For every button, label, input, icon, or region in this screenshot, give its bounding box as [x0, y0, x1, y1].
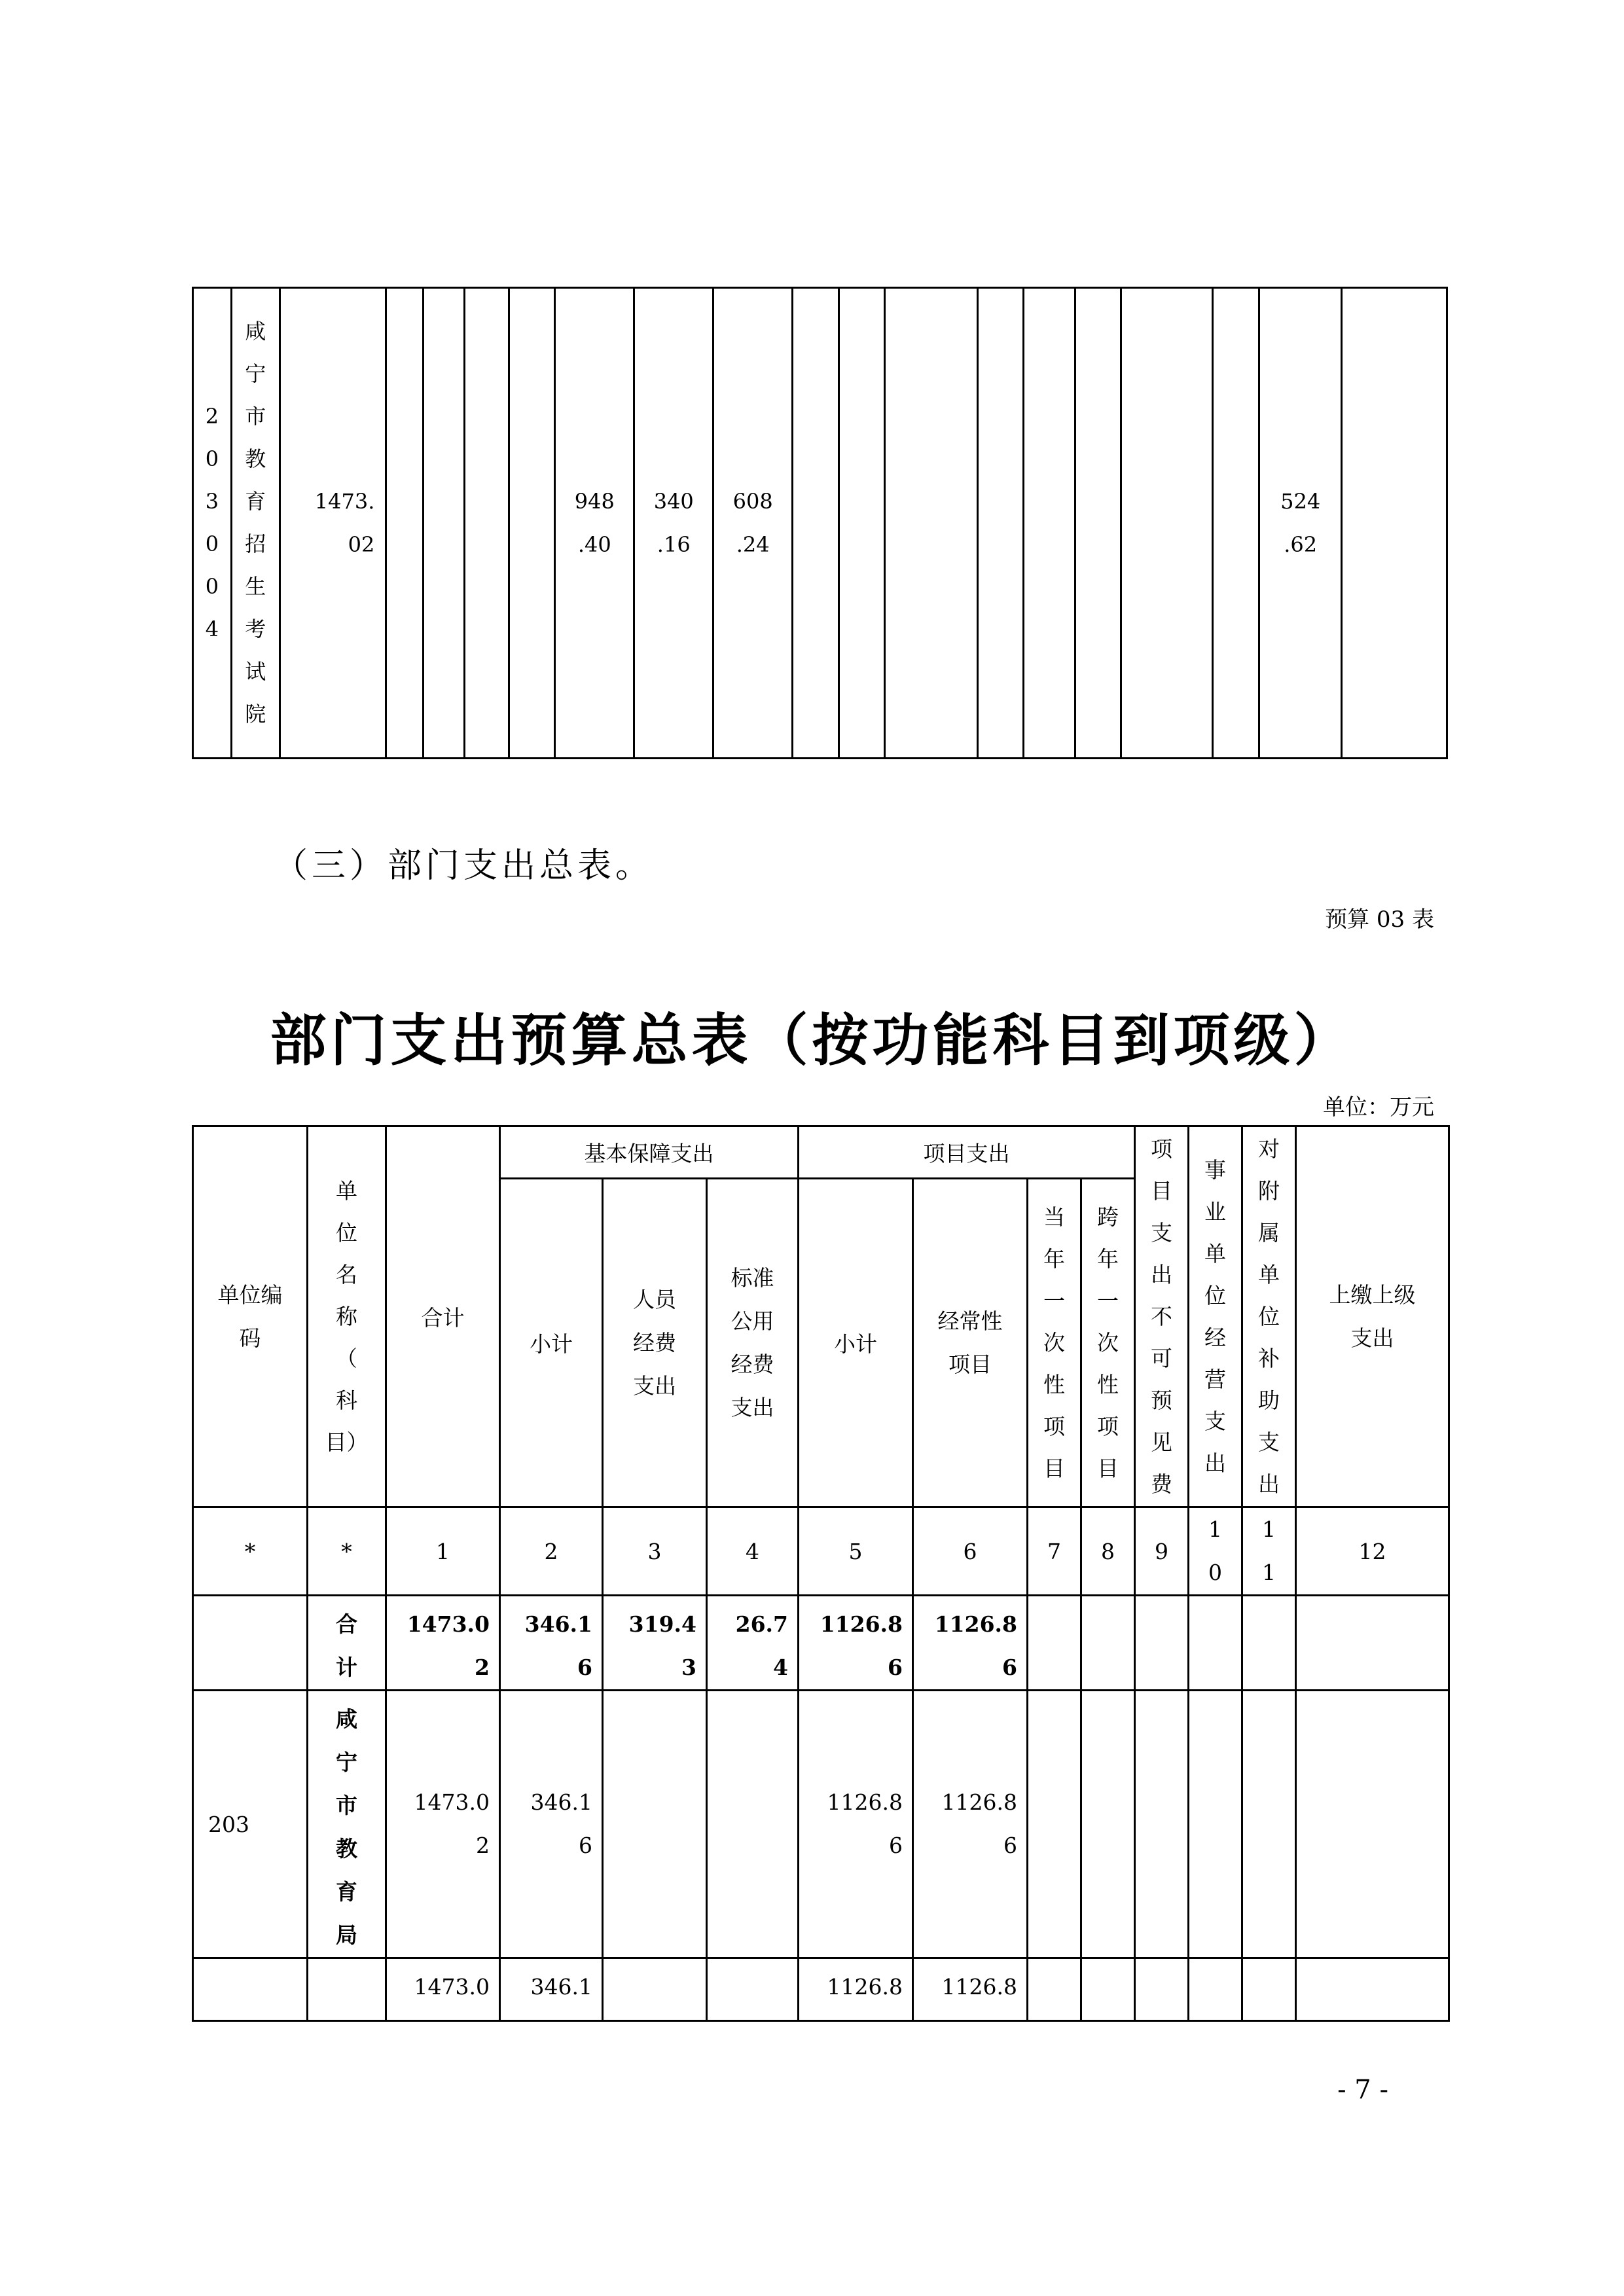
empty-cell — [509, 288, 555, 759]
unit-name-cell: 合 计 — [308, 1596, 386, 1691]
empty-cell — [465, 288, 509, 759]
table-number: 预算 03 表 — [1325, 906, 1434, 933]
total-cell: 1473.0 2 — [386, 1691, 500, 1958]
header-business-unit: 事 业 单 位 经 营 支 出 — [1189, 1126, 1242, 1507]
unit-code-cell: 2 0 3 0 0 4 — [193, 288, 232, 759]
unit-code-cell — [193, 1596, 308, 1691]
empty-cell — [1189, 1691, 1242, 1958]
empty-cell — [1213, 288, 1259, 759]
value-cell: 948 .40 — [555, 288, 634, 759]
project-subtotal-cell: 1126.8 6 — [799, 1691, 913, 1958]
table-row — [193, 1691, 1449, 1958]
index-cell: 2 — [500, 1507, 603, 1596]
empty-cell — [1296, 1596, 1449, 1691]
expenditure-budget-table — [192, 1125, 1450, 2022]
total-cell: 1473. 02 — [280, 288, 386, 759]
empty-cell — [793, 288, 839, 759]
empty-cell — [1242, 1691, 1296, 1958]
value-cell: 524 .62 — [1259, 288, 1342, 759]
empty-cell — [1242, 1596, 1296, 1691]
empty-cell — [1121, 288, 1213, 759]
unit-label: 单位：万元 — [1323, 1094, 1434, 1121]
header-basic-subtotal: 小计 — [500, 1179, 603, 1507]
index-cell: 4 — [707, 1507, 799, 1596]
project-subtotal-cell: 1126.8 — [799, 1958, 913, 2021]
total-cell: 1473.0 2 — [386, 1596, 500, 1691]
unit-code-cell: 203 — [193, 1691, 308, 1958]
empty-cell — [1081, 1958, 1135, 2021]
project-subtotal-cell: 1126.8 6 — [799, 1596, 913, 1691]
basic-subtotal-cell: 346.1 — [500, 1958, 603, 2021]
personnel-cell — [603, 1958, 707, 2021]
basic-subtotal-cell: 346.1 6 — [500, 1691, 603, 1958]
value-cell: 608 .24 — [713, 288, 793, 759]
header-unforeseen: 项 目 支 出 不 可 预 见 费 — [1135, 1126, 1189, 1507]
header-cross-year-one-time: 跨 年 一 次 性 项 目 — [1081, 1179, 1135, 1507]
table-row — [193, 288, 1447, 759]
page-title: 部门支出预算总表（按功能科目到项级） — [270, 1008, 1354, 1073]
basic-subtotal-cell: 346.1 6 — [500, 1596, 603, 1691]
index-cell: 1 0 — [1189, 1507, 1242, 1596]
empty-cell — [1081, 1596, 1135, 1691]
index-cell: * — [193, 1507, 308, 1596]
standard-public-cell — [707, 1958, 799, 2021]
empty-cell — [1135, 1958, 1189, 2021]
personnel-cell — [603, 1691, 707, 1958]
empty-cell — [1296, 1691, 1449, 1958]
unit-code-cell — [193, 1958, 308, 2021]
header-row — [193, 1126, 1449, 1179]
unit-name-cell: 咸 宁 市 教 育 局 — [308, 1691, 386, 1958]
empty-cell — [1296, 1958, 1449, 2021]
index-row — [193, 1507, 1449, 1596]
empty-cell — [1028, 1691, 1081, 1958]
header-project-subtotal: 小计 — [799, 1179, 913, 1507]
empty-cell — [1135, 1691, 1189, 1958]
table-row — [193, 1958, 1449, 2021]
recurring-cell: 1126.8 6 — [913, 1691, 1028, 1958]
empty-cell — [386, 288, 424, 759]
personnel-cell: 319.4 3 — [603, 1596, 707, 1691]
empty-cell — [1028, 1958, 1081, 2021]
empty-cell — [1024, 288, 1075, 759]
unit-name-cell — [308, 1958, 386, 2021]
standard-public-cell — [707, 1691, 799, 1958]
empty-cell — [1081, 1691, 1135, 1958]
empty-cell — [1028, 1596, 1081, 1691]
unit-name-cell: 咸 宁 市 教 育 招 生 考 试 院 — [231, 288, 280, 759]
header-current-year-one-time: 当 年 一 次 性 项 目 — [1028, 1179, 1081, 1507]
value-cell: 340 .16 — [634, 288, 713, 759]
empty-cell — [1242, 1958, 1296, 2021]
empty-cell — [1135, 1596, 1189, 1691]
recurring-cell: 1126.8 — [913, 1958, 1028, 2021]
index-cell: 12 — [1296, 1507, 1449, 1596]
header-project-group: 项目支出 — [799, 1126, 1135, 1179]
header-total: 合计 — [386, 1126, 500, 1507]
empty-cell — [1189, 1958, 1242, 2021]
empty-cell — [839, 288, 885, 759]
empty-cell — [977, 288, 1024, 759]
table-row — [193, 1596, 1449, 1691]
index-cell: 6 — [913, 1507, 1028, 1596]
header-personnel: 人员 经费 支出 — [603, 1179, 707, 1507]
index-cell: 3 — [603, 1507, 707, 1596]
index-cell: 8 — [1081, 1507, 1135, 1596]
empty-cell — [1075, 288, 1121, 759]
standard-public-cell: 26.7 4 — [707, 1596, 799, 1691]
header-subsidy: 对 附 属 单 位 补 助 支 出 — [1242, 1126, 1296, 1507]
header-remit-upper: 上缴上级 支出 — [1296, 1126, 1449, 1507]
empty-cell — [1342, 288, 1447, 759]
header-unit-name: 单 位 名 称 （ 科 目） — [308, 1126, 386, 1507]
header-recurring: 经常性 项目 — [913, 1179, 1028, 1507]
total-cell: 1473.0 — [386, 1958, 500, 2021]
continued-table — [192, 287, 1448, 759]
index-cell: 5 — [799, 1507, 913, 1596]
empty-cell — [1189, 1596, 1242, 1691]
index-cell: * — [308, 1507, 386, 1596]
header-basic-group: 基本保障支出 — [500, 1126, 799, 1179]
empty-cell — [885, 288, 977, 759]
index-cell: 7 — [1028, 1507, 1081, 1596]
header-unit-code: 单位编 码 — [193, 1126, 308, 1507]
header-standard-public: 标准 公用 经费 支出 — [707, 1179, 799, 1507]
page-number: - 7 - — [1337, 2075, 1388, 2105]
section-heading: （三）部门支出总表。 — [274, 846, 654, 886]
index-cell: 1 1 — [1242, 1507, 1296, 1596]
recurring-cell: 1126.8 6 — [913, 1596, 1028, 1691]
index-cell: 9 — [1135, 1507, 1189, 1596]
empty-cell — [424, 288, 465, 759]
index-cell: 1 — [386, 1507, 500, 1596]
